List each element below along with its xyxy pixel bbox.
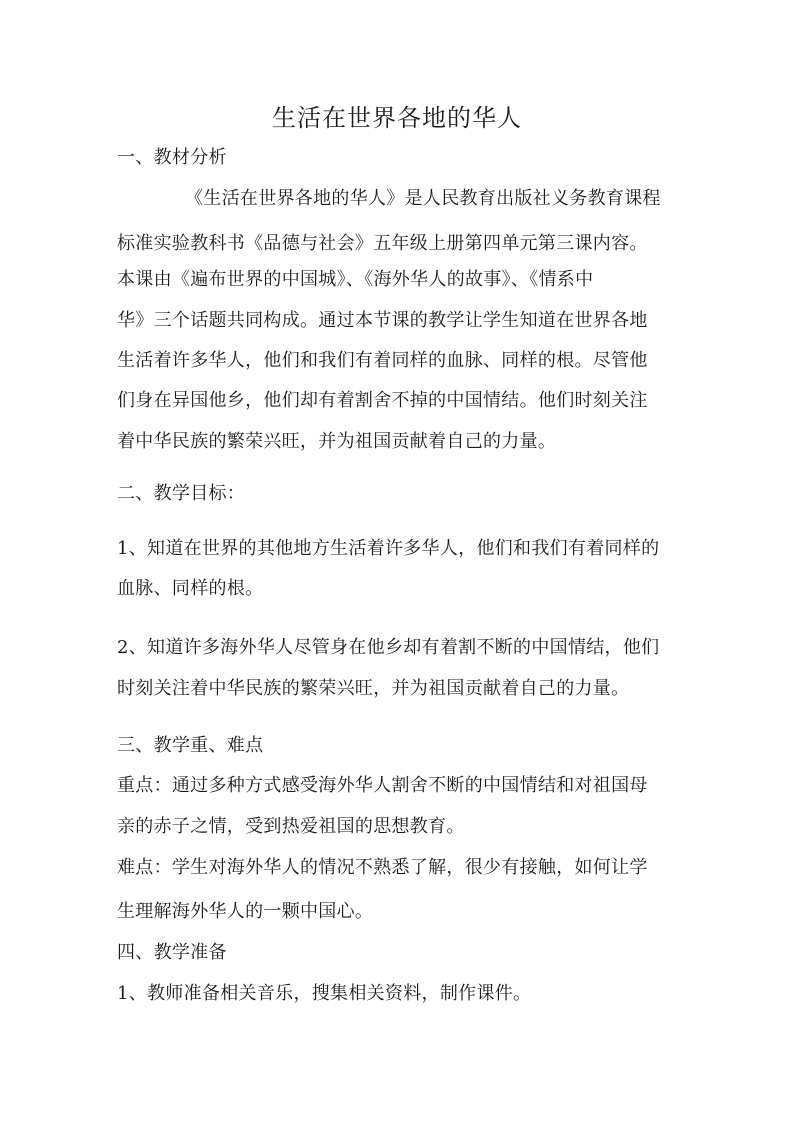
difficulty-line: 生理解海外华人的一颗中国心。 [117, 901, 374, 922]
key-point-line: 重点：通过多种方式感受海外华人割舍不断的中国情结和对祖国母 [117, 775, 648, 796]
paragraph-line: 们身在异国他乡，他们却有着割舍不掉的中国情结。他们时刻关注 [117, 390, 648, 411]
section-heading-key-points: 三、教学重、难点 [117, 735, 264, 756]
section-heading-analysis: 一、教材分析 [117, 147, 227, 168]
paragraph-line: 着中华民族的繁荣兴旺，并为祖国贡献着自己的力量。 [117, 431, 557, 452]
paragraph-line: 华》三个话题共同构成。通过本节课的教学让学生知道在世界各地 [117, 310, 648, 331]
difficulty-line: 难点：学生对海外华人的情况不熟悉了解，很少有接触，如何让学 [117, 857, 648, 878]
section-heading-objectives: 二、教学目标： [117, 483, 246, 504]
objective-item-1-line: 1、知道在世界的其他地方生活着许多华人，他们和我们有着同样的 [117, 538, 660, 559]
objective-item-2-line: 时刻关注着中华民族的繁荣兴旺，并为祖国贡献着自己的力量。 [117, 678, 630, 699]
paragraph-line: 《生活在世界各地的华人》是人民教育出版社义务教育课程 [185, 188, 661, 209]
document-title: 生活在世界各地的华人 [272, 104, 522, 132]
preparation-item-1: 1、教师准备相关音乐，搜集相关资料，制作课件。 [117, 983, 532, 1004]
paragraph-line: 标准实验教科书《品德与社会》五年级上册第四单元第三课内容。 [117, 233, 648, 254]
objective-item-2-line: 2、知道许多海外华人尽管身在他乡却有着割不断的中国情结，他们 [117, 637, 660, 658]
paragraph-line: 本课由《遍布世界的中国城》、《海外华人的故事》、《情系中 [117, 269, 594, 290]
objective-item-1-line: 血脉、同样的根。 [117, 578, 264, 599]
paragraph-line: 生活着许多华人，他们和我们有着同样的血脉、同样的根。尽管他 [117, 350, 648, 371]
section-heading-preparation: 四、教学准备 [117, 942, 227, 963]
key-point-line: 亲的赤子之情，受到热爱祖国的思想教育。 [117, 816, 465, 837]
